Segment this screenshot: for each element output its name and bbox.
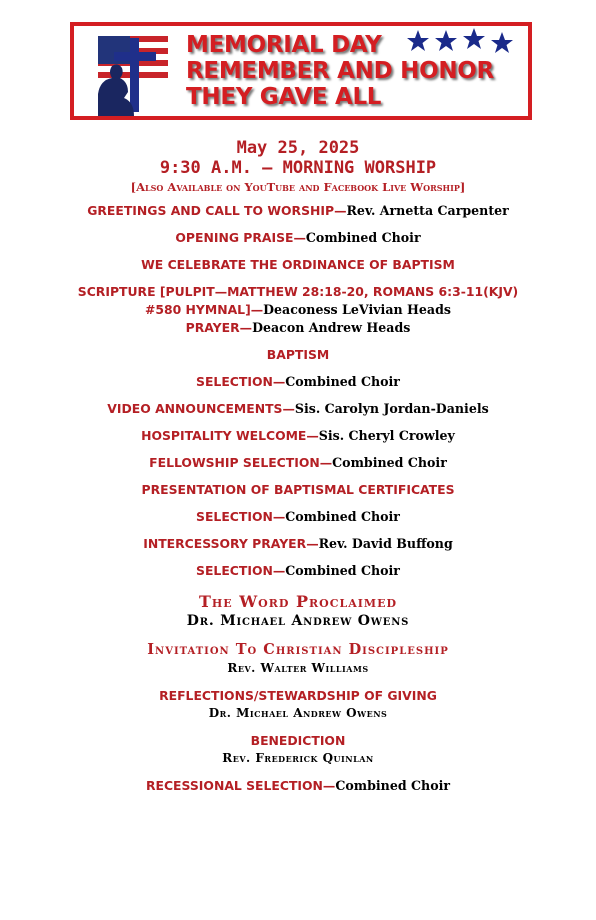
reflections-person: Dr. Michael Andrew Owens <box>208 706 388 720</box>
program-item-reflections <box>0 687 596 705</box>
benediction-person: Rev. Frederick Quinlan <box>222 751 374 765</box>
item-title: OPENING PRAISE— <box>175 230 306 245</box>
program-item-ordinance <box>0 256 596 274</box>
program-item-opening-praise <box>0 229 596 247</box>
sermon-preacher: Dr. Michael Andrew Owens <box>186 613 410 629</box>
item-title: #580 HYMNAL]— <box>144 302 264 317</box>
invitation-title: Invitation To Christian Discipleship <box>147 641 449 658</box>
program-item-hospitality <box>0 427 596 445</box>
program-item-scripture-hymnal <box>0 301 596 319</box>
program-item-benediction <box>0 732 596 750</box>
invitation-person: Rev. Walter Williams <box>227 661 369 675</box>
service-date: May 25, 2025 <box>236 138 360 158</box>
program-item-selection-3 <box>0 562 596 580</box>
item-person: Combined Choir <box>285 509 400 524</box>
banner-title-line3: THEY GAVE ALL <box>186 84 382 110</box>
program-item-certificates <box>0 481 596 499</box>
item-title: REFLECTIONS/STEWARDSHIP OF GIVING <box>159 688 437 703</box>
item-title: PRESENTATION OF BAPTISMAL CERTIFICATES <box>141 482 455 497</box>
item-person: Deacon Andrew Heads <box>252 320 411 335</box>
item-person: Combined Choir <box>335 778 451 793</box>
program-item-scripture <box>0 283 596 301</box>
program-item-fellowship <box>0 454 596 472</box>
item-title: BAPTISM <box>266 347 330 362</box>
item-person: Sis. Cheryl Crowley <box>318 428 455 443</box>
program-item-selection-2 <box>0 508 596 526</box>
item-title: INTERCESSORY PRAYER— <box>143 536 319 551</box>
program-item-selection-1 <box>0 373 596 391</box>
banner-title-line1: MEMORIAL DAY <box>186 32 382 58</box>
item-title: HOSPITALITY WELCOME— <box>141 428 319 443</box>
item-title: SELECTION— <box>196 374 286 389</box>
item-title: PRAYER— <box>185 320 253 335</box>
sermon-title: The Word Proclaimed <box>198 592 398 611</box>
program-item-video-announcements <box>0 400 596 418</box>
flag-cross-soldier-icon <box>84 32 184 116</box>
item-person: Combined Choir <box>285 563 400 578</box>
program-item-baptism <box>0 346 596 364</box>
worship-program <box>0 138 596 795</box>
item-title: BENEDICTION <box>250 733 346 748</box>
item-person: Combined Choir <box>285 374 400 389</box>
item-person: Combined Choir <box>305 230 421 245</box>
item-title: RECESSIONAL SELECTION— <box>145 778 336 793</box>
item-title: VIDEO ANNOUNCEMENTS— <box>107 401 295 416</box>
item-title: WE CELEBRATE THE ORDINANCE OF BAPTISM <box>141 257 455 272</box>
program-item-prayer <box>0 319 596 337</box>
memorial-day-banner <box>70 22 532 120</box>
program-item-intercessory-prayer <box>0 535 596 553</box>
item-title: SELECTION— <box>196 563 286 578</box>
program-item-recessional <box>0 777 596 795</box>
item-person: Rev. David Buffong <box>318 536 453 551</box>
program-item-greetings <box>0 202 596 220</box>
item-person: Sis. Carolyn Jordan-Daniels <box>294 401 489 416</box>
livestream-note: [Also Available on YouTube and Facebook Live Worship] <box>130 180 466 194</box>
item-person: Combined Choir <box>332 455 447 470</box>
service-time: 9:30 A.M. — MORNING WORSHIP <box>159 158 437 178</box>
banner-title-line2: REMEMBER AND HONOR <box>186 58 494 84</box>
item-title: SCRIPTURE [PULPIT—MATTHEW 28:18-20, ROMANS 6:3-11(KJV) <box>77 284 519 299</box>
item-title: FELLOWSHIP SELECTION— <box>149 455 333 470</box>
item-title: GREETINGS AND CALL TO WORSHIP— <box>87 203 347 218</box>
item-person: Rev. Arnetta Carpenter <box>346 203 509 218</box>
item-person: Deaconess LeVivian Heads <box>263 302 451 317</box>
item-title: SELECTION— <box>196 509 286 524</box>
stars-icon <box>406 28 526 56</box>
